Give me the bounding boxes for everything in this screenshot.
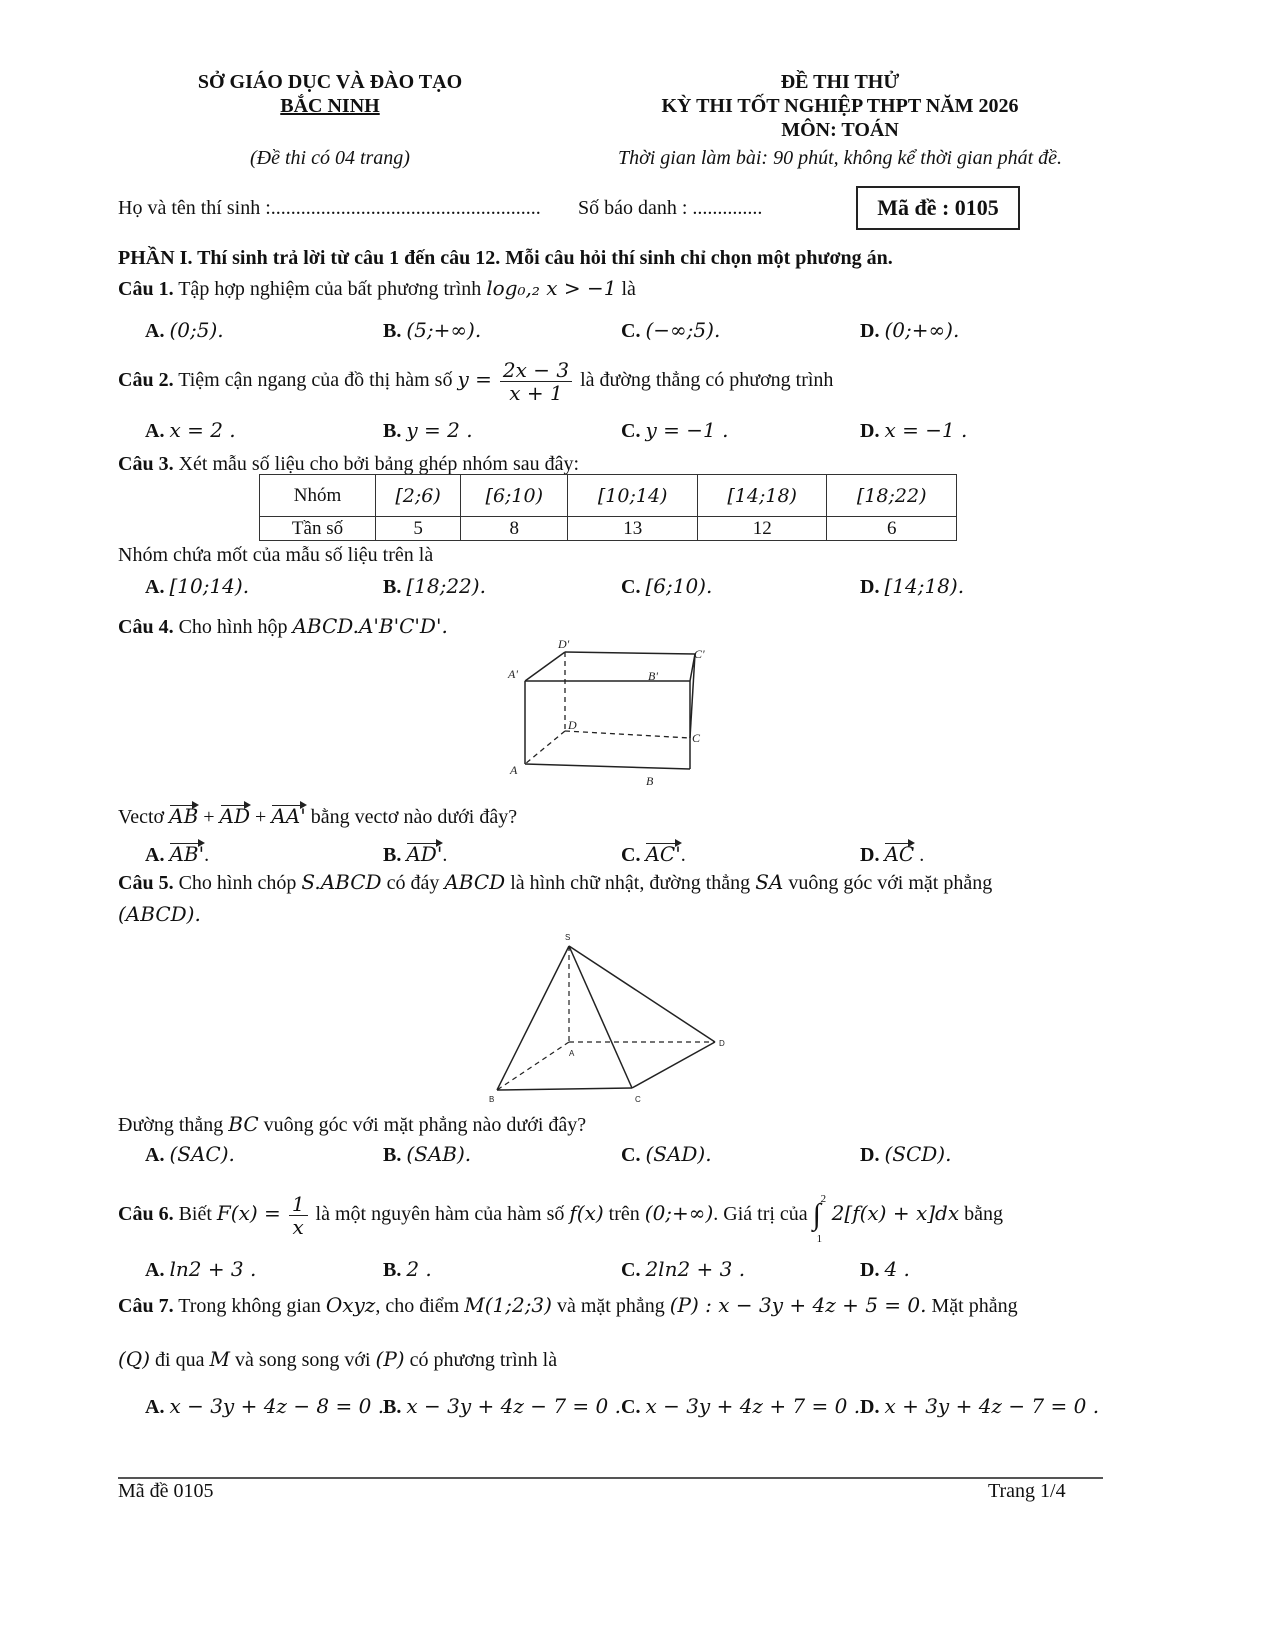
q3-option-d[interactable]: D. [14;18). bbox=[860, 574, 965, 598]
frequency-table bbox=[259, 474, 957, 541]
label-A: A bbox=[510, 763, 518, 777]
subject: MÔN: TOÁN bbox=[781, 119, 899, 141]
table-header-group: Nhóm bbox=[260, 475, 376, 517]
table-cell-group: [18;22) bbox=[827, 475, 957, 517]
q1-option-d[interactable]: D. (0;+∞). bbox=[860, 318, 960, 342]
q4-option-c[interactable]: C. AC'. bbox=[621, 842, 686, 866]
pyramid-figure bbox=[485, 930, 735, 1105]
q4-option-a[interactable]: A. AB'. bbox=[145, 842, 210, 866]
q2-option-c[interactable]: C. y = −1 . bbox=[621, 418, 729, 442]
footer-exam-code: Mã đề 0105 bbox=[118, 1480, 214, 1502]
candidate-id-field: Số báo danh : .............. bbox=[578, 197, 763, 219]
q3-option-c[interactable]: C. [6;10). bbox=[621, 574, 713, 598]
box-figure bbox=[500, 636, 730, 796]
q7-option-c[interactable]: C. x − 3y + 4z + 7 = 0 . bbox=[621, 1394, 861, 1418]
q5-question: Đường thẳng BC vuông góc với mặt phẳng nào dưới đây? bbox=[118, 1112, 587, 1136]
q7-option-a[interactable]: A. x − 3y + 4z − 8 = 0 . bbox=[145, 1394, 385, 1418]
q2-option-a[interactable]: A. x = 2 . bbox=[145, 418, 236, 442]
q5-option-a[interactable]: A. (SAC). bbox=[145, 1142, 235, 1166]
table-cell-group: [14;18) bbox=[697, 475, 827, 517]
table-cell-group: [10;14) bbox=[568, 475, 698, 517]
table-cell-group: [2;6) bbox=[376, 475, 461, 517]
label-B: B bbox=[646, 774, 654, 788]
exam-type: ĐỀ THI THỬ bbox=[780, 71, 900, 93]
q2-option-d[interactable]: D. x = −1 . bbox=[860, 418, 968, 442]
q7-stem: Câu 7. Trong không gian Oxyz, cho điểm M(1;2;3) và mặt phẳng (P) : x − 3y + 4z + 5 = 0. Mặt phẳng bbox=[118, 1293, 1018, 1317]
q3-option-a[interactable]: A. [10;14). bbox=[145, 574, 250, 598]
table-cell-frequency: 6 bbox=[827, 517, 957, 541]
footer-divider bbox=[118, 1477, 1103, 1479]
q1-option-c[interactable]: C. (−∞;5). bbox=[621, 318, 721, 342]
q5-option-d[interactable]: D. (SCD). bbox=[860, 1142, 952, 1166]
q7-stem-line2: (Q) đi qua M và song song với (P) có phương trình là bbox=[118, 1347, 558, 1371]
time-note: Thời gian làm bài: 90 phút, không kể thời gian phát đề. bbox=[617, 147, 1063, 169]
q4-option-b[interactable]: B. AD'. bbox=[383, 842, 448, 866]
q7-option-d[interactable]: D. x + 3y + 4z − 7 = 0 . bbox=[860, 1394, 1100, 1418]
q5-option-b[interactable]: B. (SAB). bbox=[383, 1142, 472, 1166]
label-C1: C' bbox=[694, 647, 705, 661]
q3-option-b[interactable]: B. [18;22). bbox=[383, 574, 486, 598]
table-cell-frequency: 12 bbox=[697, 517, 827, 541]
q3-stem: Câu 3. Xét mẫu số liệu cho bởi bảng ghép nhóm sau đây: bbox=[118, 453, 580, 475]
q2-stem: Câu 2. Tiệm cận ngang của đồ thị hàm số y = $\frac{2x - 3}{x + 1}$ là đường thẳng có phương trình bbox=[118, 358, 834, 405]
q6-option-a[interactable]: A. ln2 + 3 . bbox=[145, 1257, 257, 1281]
q6-option-c[interactable]: C. 2ln2 + 3 . bbox=[621, 1257, 746, 1281]
q4-option-d[interactable]: D. AC . bbox=[860, 842, 925, 866]
label-A1: A' bbox=[508, 667, 518, 681]
q5-stem-line2: (ABCD). bbox=[118, 902, 201, 926]
q2-option-b[interactable]: B. y = 2 . bbox=[383, 418, 473, 442]
q5-stem: Câu 5. Cho hình chóp S.ABCD có đáy ABCD là hình chữ nhật, đường thẳng SA vuông góc với mặt phẳng bbox=[118, 870, 993, 894]
part1-heading: PHẦN I. Thí sinh trả lời từ câu 1 đến câu 12. Mỗi câu hỏi thí sinh chỉ chọn một phương án. bbox=[118, 247, 893, 269]
q6-option-b[interactable]: B. 2 . bbox=[383, 1257, 432, 1281]
label-B: B bbox=[489, 1095, 495, 1104]
table-cell-group: [6;10) bbox=[461, 475, 568, 517]
label-D: D bbox=[568, 718, 577, 732]
label-B1: B' bbox=[648, 669, 658, 683]
table-cell-frequency: 8 bbox=[461, 517, 568, 541]
label-C: C bbox=[635, 1095, 641, 1104]
page-count-note: (Đề thi có 04 trang) bbox=[250, 147, 410, 169]
exam-code-box: Mã đề : 0105 bbox=[856, 186, 1020, 230]
q1-stem: Câu 1. Tập hợp nghiệm của bất phương trình log₀,₂ x > −1 là bbox=[118, 276, 636, 300]
label-D: D bbox=[719, 1039, 725, 1048]
q6-option-d[interactable]: D. 4 . bbox=[860, 1257, 910, 1281]
q7-option-b[interactable]: B. x − 3y + 4z − 7 = 0 . bbox=[383, 1394, 621, 1418]
q3-question: Nhóm chứa mốt của mẫu số liệu trên là bbox=[118, 544, 434, 566]
table-cell-frequency: 5 bbox=[376, 517, 461, 541]
q1-option-a[interactable]: A. (0;5). bbox=[145, 318, 224, 342]
q6-stem: Câu 6. Biết F(x) = $\frac{1}{x}$ là một nguyên hàm của hàm số f(x) trên (0;+∞). Giá trị của ∫ 2 1 2[f(x) + x]dx bằng bbox=[118, 1192, 1004, 1246]
school-province: BẮC NINH bbox=[280, 95, 380, 117]
label-A: A bbox=[569, 1049, 575, 1058]
table-cell-frequency: 13 bbox=[568, 517, 698, 541]
q4-stem: Câu 4. Cho hình hộp ABCD.A'B'C'D'. bbox=[118, 614, 448, 638]
candidate-name-field: Họ và tên thí sinh :...................................................... bbox=[118, 197, 541, 219]
label-D1: D' bbox=[558, 637, 570, 651]
label-S: S bbox=[565, 933, 571, 942]
footer-page-number: Trang 1/4 bbox=[988, 1480, 1066, 1502]
exam-title: KỲ THI TỐT NGHIỆP THPT NĂM 2026 bbox=[661, 95, 1019, 117]
integral-sign: ∫ 2 1 bbox=[812, 1193, 827, 1246]
q1-option-b[interactable]: B. (5;+∞). bbox=[383, 318, 482, 342]
table-header-frequency: Tần số bbox=[260, 517, 376, 541]
school-dept: SỞ GIÁO DỤC VÀ ĐÀO TẠO bbox=[197, 71, 463, 93]
q4-question: Vectơ AB + AD + AA' bằng vectơ nào dưới đây? bbox=[118, 804, 518, 828]
label-C: C bbox=[692, 731, 701, 745]
q5-option-c[interactable]: C. (SAD). bbox=[621, 1142, 712, 1166]
